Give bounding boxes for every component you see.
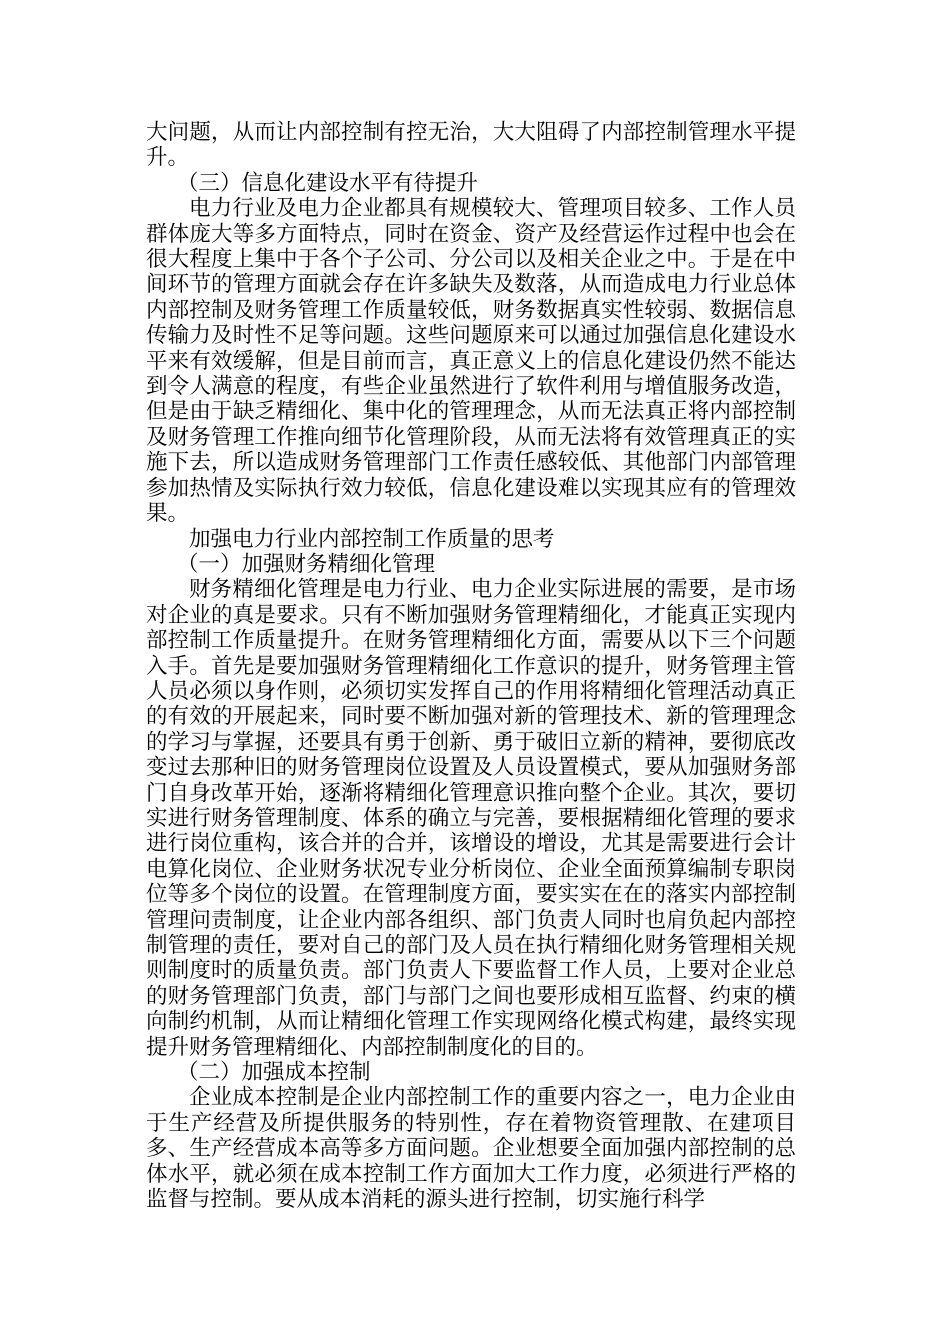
subheading-cost-control: （二）加强成本控制 bbox=[177, 1060, 371, 1086]
document-body bbox=[146, 120, 796, 1212]
subheading-informatization: （三）信息化建设水平有待提升 bbox=[177, 170, 479, 196]
subheading-financial-refinement: （一）加强财务精细化管理 bbox=[177, 551, 436, 577]
paragraph-financial-refinement: 财务精细化管理是电力行业、电力企业实际进展的需要，是市场对企业的真是要求。只有不断加强财务管理精细化，才能真正实现内部控制工作质量提升。在财务管理精细化方面，需要从以下三个问题入手。首先是要加强财务管理精细化工作意识的提升，财务管理主管人员必须以身作则，必须切实发挥自己的作用将精细化管理活动真正的有效的开展起来，同时要不断加强对新的管理技术、新的管理理念的学习与掌握，还要具有勇于创新、勇于破旧立新的精神，要彻底改变过去那种旧的财务管理岗位设置及人员设置模式，要从加强财务部门自身改革开始，逐渐将精细化管理意识推向整个企业。其次，要切实进行财务管理制度、体系的确立与完善，要根据精细化管理的要求进行岗位重构，该合并的合并，该增设的增设，尤其是需要进行会计电算化岗位、企业财务状况专业分析岗位、企业全面预算编制专职岗位等多个岗位的设置。在管理制度方面，要实实在在的落实内部控制管理问责制度，让企业内部各组织、部门负责人同时也肩负起内部控制管理的责任，要对自己的部门及人员在执行精细化财务管理相关规则制度时的质量负责。部门负责人下要监督工作人员，上要对企业总的财务管理部门负责，部门与部门之间也要形成相互监督、约束的横向制约机制，从而让精细化管理工作实现网络化模式构建，最终实现提升财务管理精细化、内部控制制度化的目的。 bbox=[146, 577, 796, 1060]
paragraph-cost-control: 企业成本控制是企业内部控制工作的重要内容之一，电力企业由于生产经营及所提供服务的特别性，存在着物资管理散、在建项目多、生产经营成本高等多方面问题。企业想要全面加强内部控制的总体水平，就必须在成本控制工作方面加大工作力度，必须进行严格的监督与控制。要从成本消耗的源头进行控制，切实施行科学 bbox=[146, 1085, 796, 1213]
paragraph-informatization: 电力行业及电力企业都具有规模较大、管理项目较多、工作人员群体庞大等多方面特点，同时在资金、资产及经营运作过程中也会在很大程度上集中于各个子公司、分公司以及相关企业之中。于是在中间环节的管理方面就会存在许多缺失及数落，从而造成电力行业总体内部控制及财务管理工作质量较低，财务数据真实性较弱、数据信息传输力及时性不足等问题。这些问题原来可以通过加强信息化建设水平来有效缓解，但是目前而言，真正意义上的信息化建设仍然不能达到令人满意的程度，有些企业虽然进行了软件利用与增值服务改造，但是由于缺乏精细化、集中化的管理理念，从而无法真正将内部控制及财务管理工作推向细节化管理阶段，从而无法将有效管理真正的实施下去，所以造成财务管理部门工作责任感较低、其他部门内部管理参加热情及实际执行效力较低，信息化建设难以实现其应有的管理效果。 bbox=[146, 196, 796, 527]
section-heading: 加强电力行业内部控制工作质量的思考 bbox=[189, 526, 555, 552]
paragraph-continuation: 大问题，从而让内部控制有控无治，大大阻碍了内部控制管理水平提升。 bbox=[146, 120, 796, 171]
